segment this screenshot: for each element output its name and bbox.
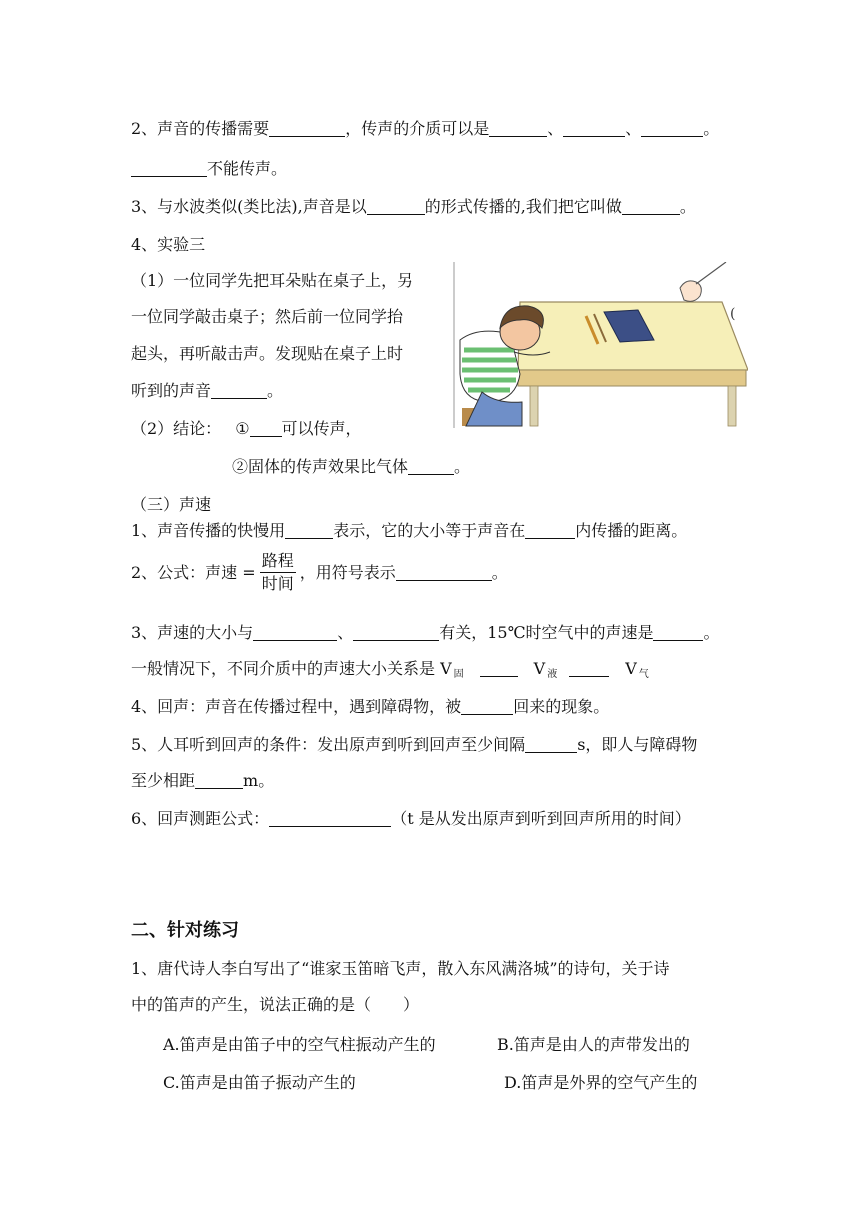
conclusion-text: ②固体的传声效果比气体 <box>232 457 409 476</box>
echo-condition-text-c: 至少相距 <box>131 771 196 790</box>
option-d[interactable]: D.笛声是外界的空气产生的 <box>504 1073 698 1092</box>
speed-q4 <box>131 696 609 718</box>
q3-end: 。 <box>679 197 696 216</box>
answer-blank[interactable] <box>353 624 439 641</box>
table-leg <box>530 386 538 426</box>
velocity-symbol: V <box>625 659 637 678</box>
subscript-liquid: 液 <box>547 669 558 680</box>
answer-blank[interactable] <box>569 660 609 677</box>
q3-text-a: 3、与水波类似(类比法),声音是以 <box>131 197 367 216</box>
echo-formula-text-b: （t 是从发出原声到听到回声所用的时间） <box>391 809 691 828</box>
speed-q3-text-c: 有关，15℃时空气中的声速是 <box>439 623 654 642</box>
speed-q1-text-c: 内传播的距离。 <box>575 521 688 540</box>
conclusion-label: （2）结论： <box>131 419 222 438</box>
q2-line2 <box>131 158 287 180</box>
answer-blank[interactable] <box>480 660 518 677</box>
figure-label-fragment: ( <box>730 306 736 322</box>
answer-blank[interactable] <box>367 198 425 215</box>
answer-blank[interactable] <box>525 736 577 753</box>
answer-blank[interactable] <box>269 810 391 827</box>
formula-text: ，用符号表示 <box>299 562 396 582</box>
speed-q5-line2 <box>131 770 274 792</box>
relation-text: 一般情况下，不同介质中的声速大小关系是 V <box>131 659 452 678</box>
q2-sep: 、 <box>547 119 564 138</box>
echo-condition-text-d: m。 <box>243 771 275 790</box>
experiment-line-3: 起头，再听敲击声。发现贴在桌子上时 <box>131 344 404 363</box>
answer-blank[interactable] <box>461 698 513 715</box>
arm-line <box>696 262 726 284</box>
q4-line: 4、实验三 <box>131 235 206 254</box>
option-a[interactable]: A.笛声是由笛子中的空气柱振动产生的 <box>163 1035 436 1054</box>
conclusion-line-2 <box>232 456 470 478</box>
echo-text-b: 回来的现象。 <box>513 697 610 716</box>
echo-condition-text-b: s，即人与障碍物 <box>577 735 698 754</box>
answer-blank[interactable] <box>653 624 703 641</box>
hand-icon <box>680 281 701 301</box>
speed-q1-text-a: 1、声音传播的快慢用 <box>131 521 286 540</box>
fraction-numerator: 路程 <box>260 550 296 573</box>
answer-blank[interactable] <box>641 120 703 137</box>
answer-blank[interactable] <box>131 160 207 177</box>
answer-blank[interactable] <box>195 772 243 789</box>
conclusion-end: 。 <box>454 457 471 476</box>
practice-q1-line2: 中的笛声的产生，说法正确的是（ ） <box>131 995 420 1014</box>
formula-end: 。 <box>491 562 508 582</box>
speed-q3-end: 。 <box>703 623 720 642</box>
speed-q3-text-a: 3、声速的大小与 <box>131 623 254 642</box>
answer-blank[interactable] <box>408 458 454 475</box>
formula-fraction <box>260 550 296 595</box>
q3-line <box>131 196 696 218</box>
experiment-line-4 <box>131 380 283 402</box>
option-c[interactable]: C.笛声是由笛子振动产生的 <box>163 1073 356 1092</box>
answer-blank[interactable] <box>253 624 337 641</box>
formula-label: 2、公式：声速 = <box>131 562 256 582</box>
practice-heading: 二、针对练习 <box>131 920 239 941</box>
answer-blank[interactable] <box>250 420 282 437</box>
experiment-text: 听到的声音 <box>131 381 212 400</box>
q2-line <box>131 118 719 140</box>
answer-blank[interactable] <box>525 522 575 539</box>
table-edge <box>518 370 746 386</box>
echo-text-a: 4、回声：声音在传播过程中，遇到障碍物，被 <box>131 697 462 716</box>
answer-blank[interactable] <box>563 120 625 137</box>
answer-blank[interactable] <box>269 120 345 137</box>
speed-q6 <box>131 808 691 830</box>
speed-q2-formula <box>131 550 508 595</box>
answer-blank[interactable] <box>285 522 333 539</box>
experiment-end: 。 <box>267 381 284 400</box>
conclusion-marker: ① <box>235 419 250 438</box>
speed-relation <box>131 658 649 686</box>
speed-section-title: （三）声速 <box>131 495 212 514</box>
option-b[interactable]: B.笛声是由人的声带发出的 <box>497 1035 690 1054</box>
q2-text-c: 不能传声。 <box>207 159 288 178</box>
fraction-denominator: 时间 <box>261 574 294 593</box>
answer-blank[interactable] <box>211 382 267 399</box>
q2-sep: 、 <box>625 119 642 138</box>
experiment-line-1: （1）一位同学先把耳朵贴在桌子上，另 <box>131 271 414 290</box>
subscript-solid: 固 <box>453 669 464 680</box>
speed-q1-text-b: 表示，它的大小等于声音在 <box>333 521 526 540</box>
q3-text-b: 的形式传播的,我们把它叫做 <box>424 197 622 216</box>
speed-q3-sep: 、 <box>337 623 354 642</box>
speed-q5 <box>131 734 697 756</box>
q2-text-b: ，传声的介质可以是 <box>345 119 490 138</box>
experiment-line-2: 一位同学敲击桌子；然后前一位同学抬 <box>131 307 404 326</box>
practice-q1-line1: 1、唐代诗人李白写出了“谁家玉笛暗飞声，散入东风满洛城”的诗句，关于诗 <box>131 959 670 978</box>
conclusion-text: 可以传声， <box>281 419 362 438</box>
echo-condition-text-a: 5、人耳听到回声的条件：发出原声到听到回声至少间隔 <box>131 735 526 754</box>
speed-q3 <box>131 622 719 644</box>
subscript-gas: 气 <box>638 669 649 680</box>
q2-text-a: 2、声音的传播需要 <box>131 119 270 138</box>
velocity-symbol: V <box>533 659 546 678</box>
speed-q1 <box>131 520 687 542</box>
conclusion-line-1 <box>131 418 362 440</box>
table-leg <box>728 386 736 426</box>
echo-formula-text-a: 6、回声测距公式： <box>131 809 270 828</box>
answer-blank[interactable] <box>622 198 680 215</box>
answer-blank[interactable] <box>396 564 492 581</box>
student-ear-on-table-illustration <box>452 262 748 428</box>
q2-end: 。 <box>703 119 720 138</box>
answer-blank[interactable] <box>489 120 547 137</box>
